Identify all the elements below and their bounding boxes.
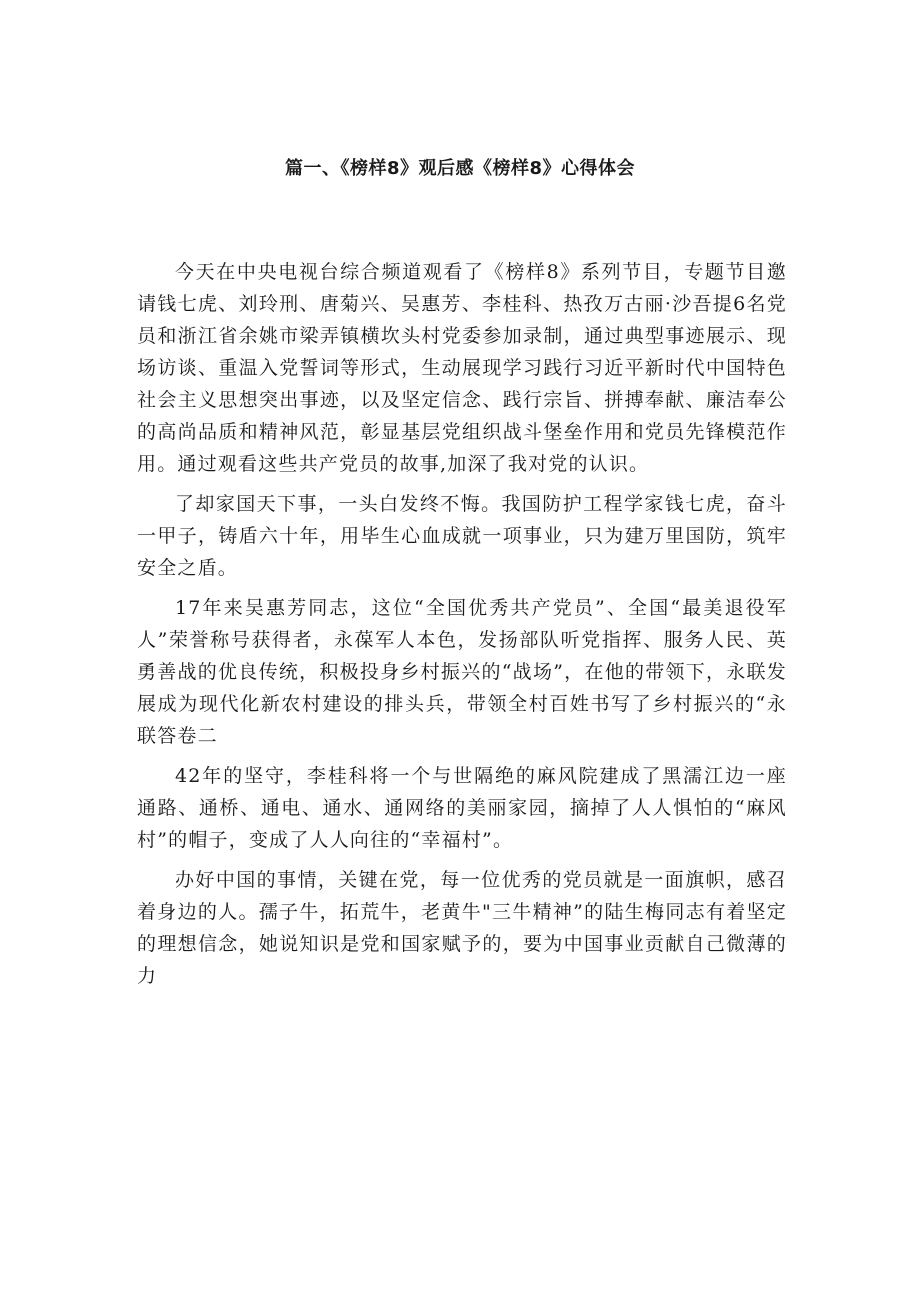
document-body — [137, 256, 787, 992]
paragraph-2: 了却家国天下事，一头白发终不悔。我国防护工程学家钱七虎，奋斗一甲子，铸盾六十年，用毕生心血成就一项事业，只为建万里国防，筑牢安全之盾。 — [137, 493, 787, 579]
paragraph-1: 今天在中央电视台综合频道观看了《榜样8》系列节目，专题节目邀请钱七虎、刘玲刑、唐菊兴、吴惠芳、李桂科、热孜万古丽·沙吾提6名党员和浙江省余姚市梁弄镇横坎头村党委参加录制，通过典型事迹展示、现场访谈、重温入党誓词等形式，生动展现学习践行习近平新时代中国特色社会主义思想突出事迹，以及坚定信念、践行宗旨、拼搏奉献、廉洁奉公的高尚品质和精神风范，彰显基层党组织战斗堡垒作用和党员先锋模范作用。通过观看这些共产党员的故事,加深了我对党的认识。 — [137, 261, 787, 475]
paragraph-5: 办好中国的事情，关键在党，每一位优秀的党员就是一面旗帜，感召着身边的人。孺子牛，拓荒牛，老黄牛"三牛精神”的陆生梅同志有着坚定的理想信念，她说知识是党和国家赋予的，要为中国事业贡献自己微薄的力 — [137, 869, 787, 987]
document-title: 篇一、《榜样8》观后感《榜样8》心得体会 — [284, 158, 636, 179]
paragraph-3: 17年来吴惠芳同志，这位“全国优秀共产党员”、全国“最美退役军人”荣誉称号获得者，永葆军人本色，发扬部队听党指挥、服务人民、英勇善战的优良传统，积极投身乡村振兴的“战场”，在他的带领下，永联发展成为现代化新农村建设的排头兵，带领全村百姓书写了乡村振兴的“永联答卷二 — [137, 597, 787, 747]
paragraph-4: 42年的坚守，李桂科将一个与世隔绝的麻风院建成了黑濡江边一座通路、通桥、通电、通水、通网络的美丽家园，摘掉了人人惧怕的“麻风村”的帽子，变成了人人向往的“幸福村”。 — [137, 765, 787, 851]
